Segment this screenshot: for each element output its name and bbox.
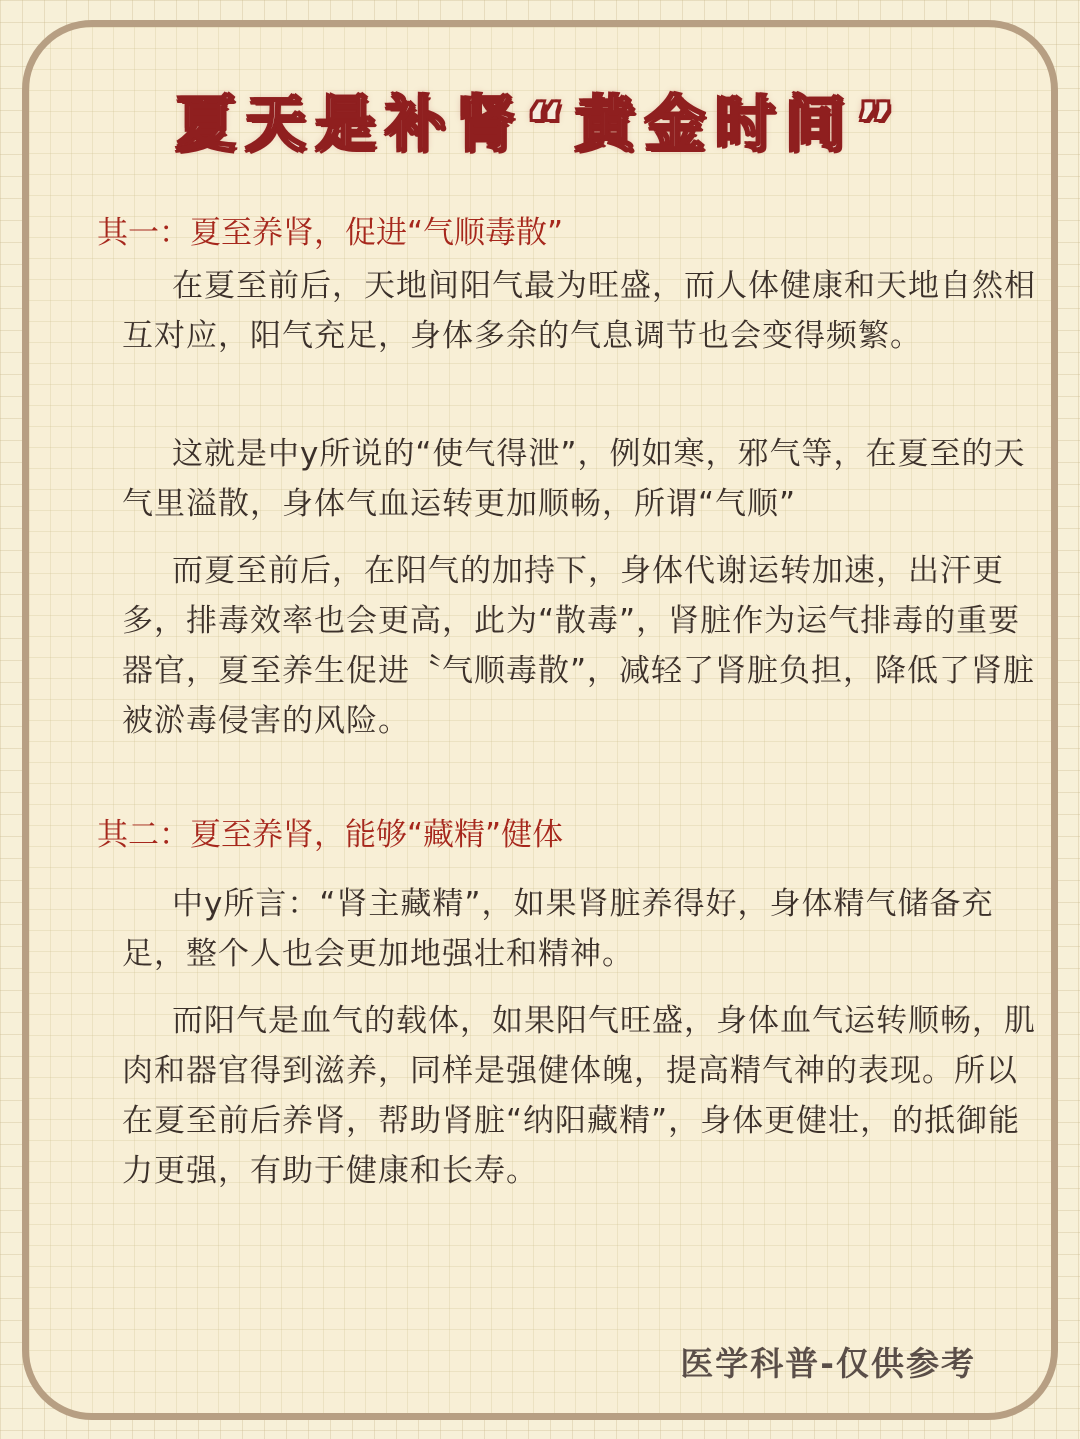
section-heading-1: 其一：夏至养肾，促进“气顺毒散” — [97, 215, 564, 251]
footer-disclaimer: 医学科普-仅供参考 — [680, 1344, 976, 1383]
section-heading-2: 其二：夏至养肾，能够“藏精”健体 — [97, 817, 564, 853]
content-card — [22, 20, 1058, 1420]
section-2-paragraph-1: 中y所言：“肾主藏精”，如果肾脏养得好，身体精气储备充足，整个人也会更加地强壮和精神。 — [122, 886, 994, 972]
section-2-paragraph-2: 而阳气是血气的载体，如果阳气旺盛，身体血气运转顺畅，肌肉和器官得到滋养，同样是强健体魄，提高精气神的表现。所以在夏至前后养肾，帮助肾脏“纳阳藏精”，身体更健壮，的抵御能力更强，有助于健康和长寿。 — [122, 1003, 1036, 1189]
page-title: 夏天是补肾“黄金时间” — [175, 90, 905, 160]
section-1-paragraph-2: 这就是中y所说的“使气得泄”，例如寒，邪气等，在夏至的天气里溢散，身体气血运转更加顺畅，所谓“气顺” — [122, 436, 1026, 522]
section-1-paragraph-3: 而夏至前后，在阳气的加持下，身体代谢运转加速，出汗更多，排毒效率也会更高，此为“散毒”，肾脏作为运气排毒的重要器官，夏至养生促进〝气顺毒散”，减轻了肾脏负担，降低了肾脏被淤毒侵害的风险。 — [122, 553, 1036, 739]
section-1-paragraph-1: 在夏至前后，天地间阳气最为旺盛，而人体健康和天地自然相互对应，阳气充足，身体多余的气息调节也会变得频繁。 — [122, 268, 1036, 354]
